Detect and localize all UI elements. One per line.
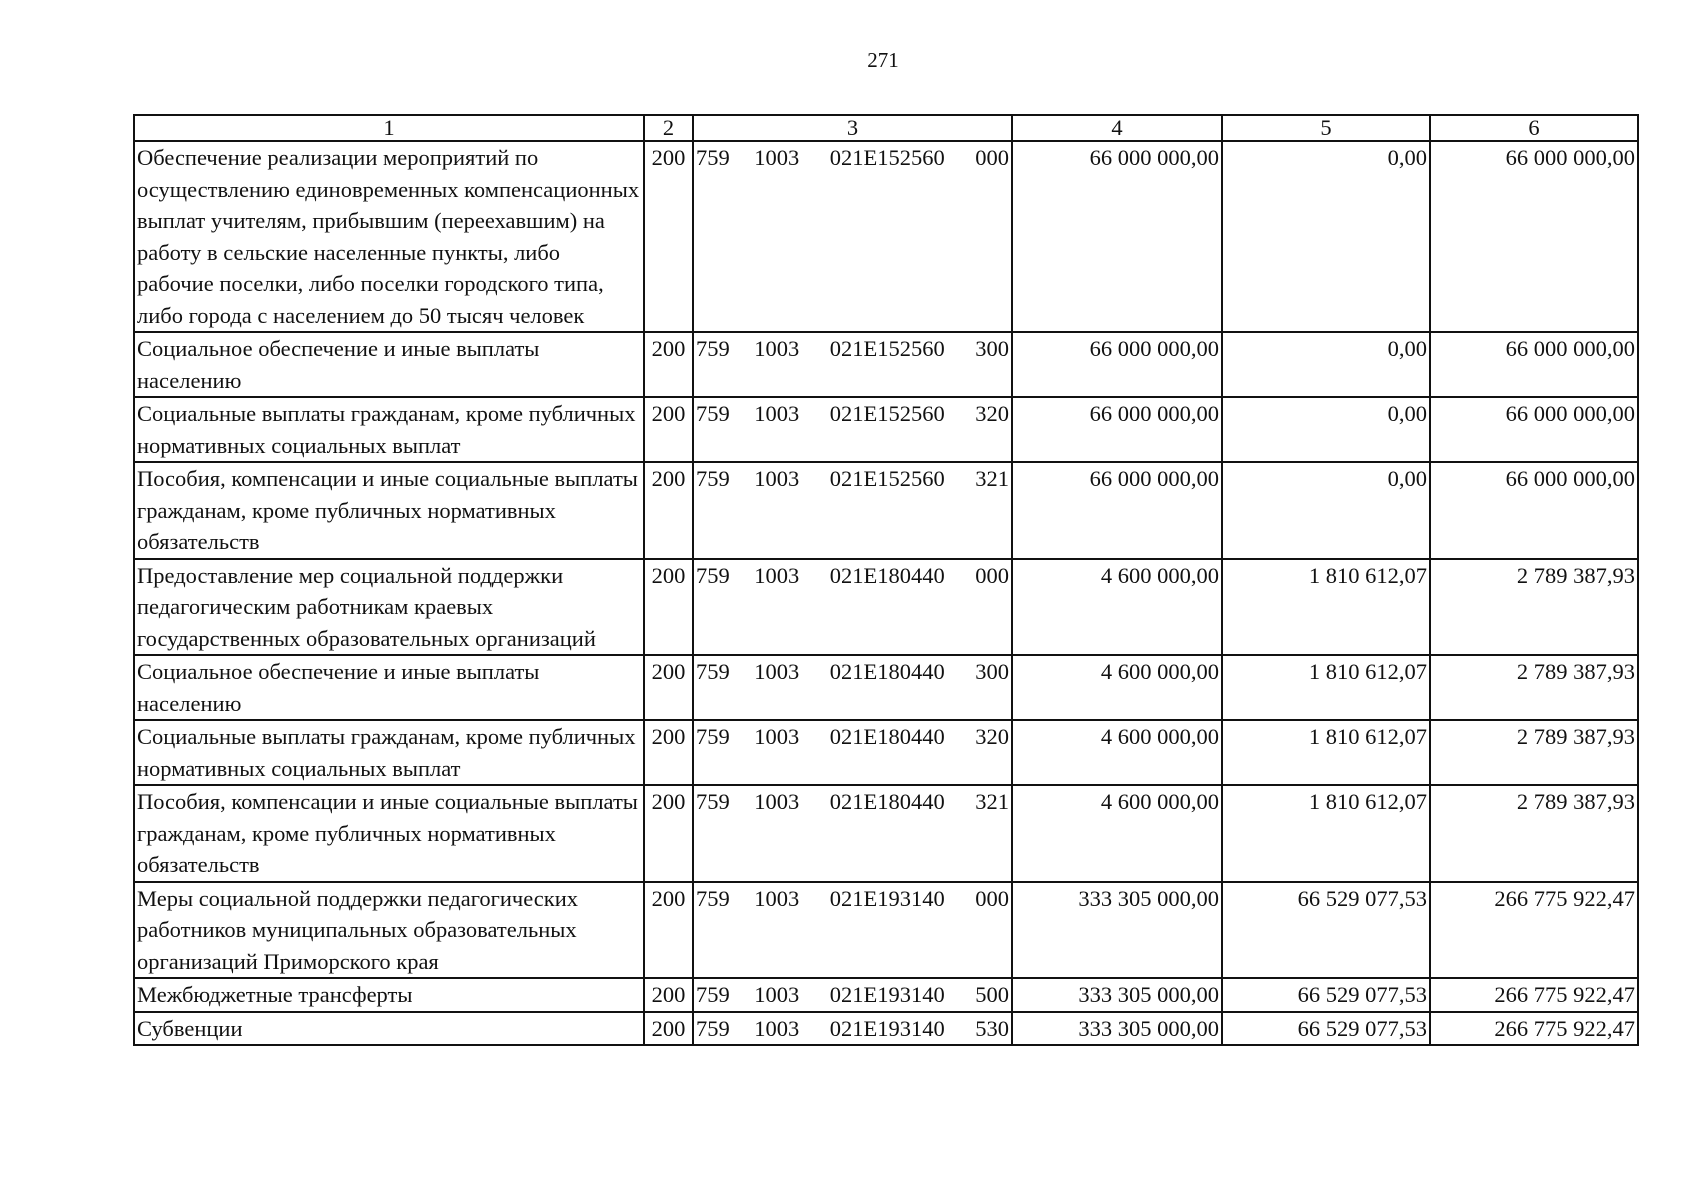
- section-code: 1003: [754, 724, 800, 749]
- table-row: [134, 720, 1638, 785]
- row-col-6: 266 775 922,47: [1430, 1012, 1638, 1046]
- expense-type-code: 000: [975, 885, 1009, 911]
- row-col-6: 66 000 000,00: [1430, 332, 1638, 397]
- budget-table: [133, 114, 1639, 1046]
- row-name: Меры социальной поддержки педагогических работников муниципальных образовательных организаций Приморского края: [134, 882, 644, 979]
- row-name: Пособия, компенсации и иные социальные выплаты гражданам, кроме публичных нормативных обязательств: [134, 462, 644, 559]
- row-col-4: 333 305 000,00: [1012, 882, 1222, 979]
- table-row: [134, 882, 1638, 979]
- ministry-code: 759: [696, 562, 730, 588]
- row-col-2: 200: [644, 720, 693, 785]
- header-row: [134, 115, 1638, 141]
- expense-type-code: 530: [975, 1015, 1009, 1041]
- header-col-6: 6: [1430, 115, 1638, 141]
- target-code: 021E193140: [829, 1015, 945, 1041]
- section-code: 1003: [754, 401, 800, 426]
- row-col-6: 2 789 387,93: [1430, 720, 1638, 785]
- row-col-5: 0,00: [1222, 141, 1430, 332]
- row-col-2: 200: [644, 655, 693, 720]
- row-col-5: 1 810 612,07: [1222, 720, 1430, 785]
- ministry-code: 759: [696, 145, 730, 170]
- header-col-2: 2: [644, 115, 693, 141]
- row-name: Социальное обеспечение и иные выплаты населению: [134, 332, 644, 397]
- row-col-6: 2 789 387,93: [1430, 559, 1638, 656]
- expense-type-code: 320: [975, 401, 1009, 426]
- expense-type-code: 321: [975, 789, 1009, 814]
- row-codes: [693, 462, 1012, 559]
- row-col-4: 333 305 000,00: [1012, 978, 1222, 1012]
- target-code: 021E180440: [829, 659, 945, 684]
- target-code: 021E152560: [829, 336, 945, 361]
- row-codes: [693, 1012, 1012, 1046]
- ministry-code: 759: [696, 885, 730, 911]
- table-row: [134, 462, 1638, 559]
- section-code: 1003: [754, 789, 800, 814]
- row-col-2: 200: [644, 559, 693, 656]
- row-codes: [693, 397, 1012, 462]
- row-col-5: 66 529 077,53: [1222, 978, 1430, 1012]
- expense-type-code: 320: [975, 724, 1009, 749]
- row-col-6: 66 000 000,00: [1430, 397, 1638, 462]
- ministry-code: 759: [696, 789, 730, 814]
- row-codes: [693, 332, 1012, 397]
- row-col-2: 200: [644, 1012, 693, 1046]
- ministry-code: 759: [696, 659, 730, 684]
- section-code: 1003: [754, 885, 800, 911]
- section-code: 1003: [754, 659, 800, 684]
- ministry-code: 759: [696, 401, 730, 426]
- row-col-2: 200: [644, 785, 693, 882]
- table-row: [134, 785, 1638, 882]
- page-number: 271: [867, 48, 899, 72]
- section-code: 1003: [754, 562, 800, 588]
- row-codes: [693, 882, 1012, 979]
- expense-type-code: 500: [975, 982, 1009, 1007]
- row-col-6: 66 000 000,00: [1430, 141, 1638, 332]
- ministry-code: 759: [696, 1015, 730, 1041]
- expense-type-code: 000: [975, 145, 1009, 170]
- header-col-4: 4: [1012, 115, 1222, 141]
- table-row: [134, 397, 1638, 462]
- row-name: Пособия, компенсации и иные социальные выплаты гражданам, кроме публичных нормативных обязательств: [134, 785, 644, 882]
- row-col-4: 4 600 000,00: [1012, 720, 1222, 785]
- row-col-4: 66 000 000,00: [1012, 397, 1222, 462]
- row-col-2: 200: [644, 332, 693, 397]
- row-col-5: 1 810 612,07: [1222, 655, 1430, 720]
- row-col-4: 333 305 000,00: [1012, 1012, 1222, 1046]
- ministry-code: 759: [696, 982, 730, 1007]
- target-code: 021E193140: [829, 885, 945, 911]
- expense-type-code: 000: [975, 562, 1009, 588]
- target-code: 021E152560: [829, 466, 945, 491]
- ministry-code: 759: [696, 724, 730, 749]
- row-col-6: 2 789 387,93: [1430, 785, 1638, 882]
- row-col-6: 66 000 000,00: [1430, 462, 1638, 559]
- row-col-4: 66 000 000,00: [1012, 141, 1222, 332]
- target-code: 021E152560: [829, 145, 945, 170]
- row-col-4: 4 600 000,00: [1012, 655, 1222, 720]
- row-codes: [693, 720, 1012, 785]
- table-row: [134, 655, 1638, 720]
- target-code: 021E180440: [829, 724, 945, 749]
- row-name: Обеспечение реализации мероприятий по осуществлению единовременных компенсационных выплат учителям, прибывшим (переехавшим) на работу в сельские населенные пункты, либо рабочие поселки, либо поселки городского типа, либо города с населением до 50 тысяч человек: [134, 141, 644, 332]
- row-col-5: 1 810 612,07: [1222, 559, 1430, 656]
- row-col-2: 200: [644, 882, 693, 979]
- row-col-2: 200: [644, 141, 693, 332]
- row-codes: [693, 785, 1012, 882]
- section-code: 1003: [754, 336, 800, 361]
- row-col-4: 66 000 000,00: [1012, 462, 1222, 559]
- ministry-code: 759: [696, 466, 730, 491]
- row-col-5: 1 810 612,07: [1222, 785, 1430, 882]
- row-col-4: 66 000 000,00: [1012, 332, 1222, 397]
- target-code: 021E152560: [829, 401, 945, 426]
- row-col-4: 4 600 000,00: [1012, 785, 1222, 882]
- row-col-5: 0,00: [1222, 397, 1430, 462]
- row-name: Социальное обеспечение и иные выплаты населению: [134, 655, 644, 720]
- row-col-6: 266 775 922,47: [1430, 978, 1638, 1012]
- row-col-4: 4 600 000,00: [1012, 559, 1222, 656]
- row-col-2: 200: [644, 397, 693, 462]
- expense-type-code: 300: [975, 659, 1009, 684]
- ministry-code: 759: [696, 336, 730, 361]
- header-col-3: 3: [693, 115, 1012, 141]
- table-body: [134, 141, 1638, 1045]
- expense-type-code: 300: [975, 336, 1009, 361]
- row-col-6: 2 789 387,93: [1430, 655, 1638, 720]
- target-code: 021E193140: [829, 982, 945, 1007]
- row-codes: [693, 978, 1012, 1012]
- target-code: 021E180440: [829, 789, 945, 814]
- row-name: Предоставление мер социальной поддержки педагогическим работникам краевых государственных образовательных организаций: [134, 559, 644, 656]
- row-col-2: 200: [644, 462, 693, 559]
- row-col-5: 0,00: [1222, 332, 1430, 397]
- row-col-6: 266 775 922,47: [1430, 882, 1638, 979]
- section-code: 1003: [754, 466, 800, 491]
- section-code: 1003: [754, 145, 800, 170]
- row-col-5: 66 529 077,53: [1222, 1012, 1430, 1046]
- table-row: [134, 332, 1638, 397]
- row-col-2: 200: [644, 978, 693, 1012]
- section-code: 1003: [754, 1015, 800, 1041]
- row-name: Социальные выплаты гражданам, кроме публичных нормативных социальных выплат: [134, 397, 644, 462]
- table-row: [134, 1012, 1638, 1046]
- table-row: [134, 559, 1638, 656]
- target-code: 021E180440: [829, 562, 945, 588]
- row-codes: [693, 655, 1012, 720]
- header-col-1: 1: [134, 115, 644, 141]
- row-col-5: 0,00: [1222, 462, 1430, 559]
- row-col-5: 66 529 077,53: [1222, 882, 1430, 979]
- section-code: 1003: [754, 982, 800, 1007]
- row-name: Межбюджетные трансферты: [134, 978, 644, 1012]
- row-codes: [693, 559, 1012, 656]
- table-row: [134, 978, 1638, 1012]
- row-codes: [693, 141, 1012, 332]
- header-col-5: 5: [1222, 115, 1430, 141]
- row-name: Социальные выплаты гражданам, кроме публичных нормативных социальных выплат: [134, 720, 644, 785]
- row-name: Субвенции: [134, 1012, 644, 1046]
- expense-type-code: 321: [975, 466, 1009, 491]
- table-row: [134, 141, 1638, 332]
